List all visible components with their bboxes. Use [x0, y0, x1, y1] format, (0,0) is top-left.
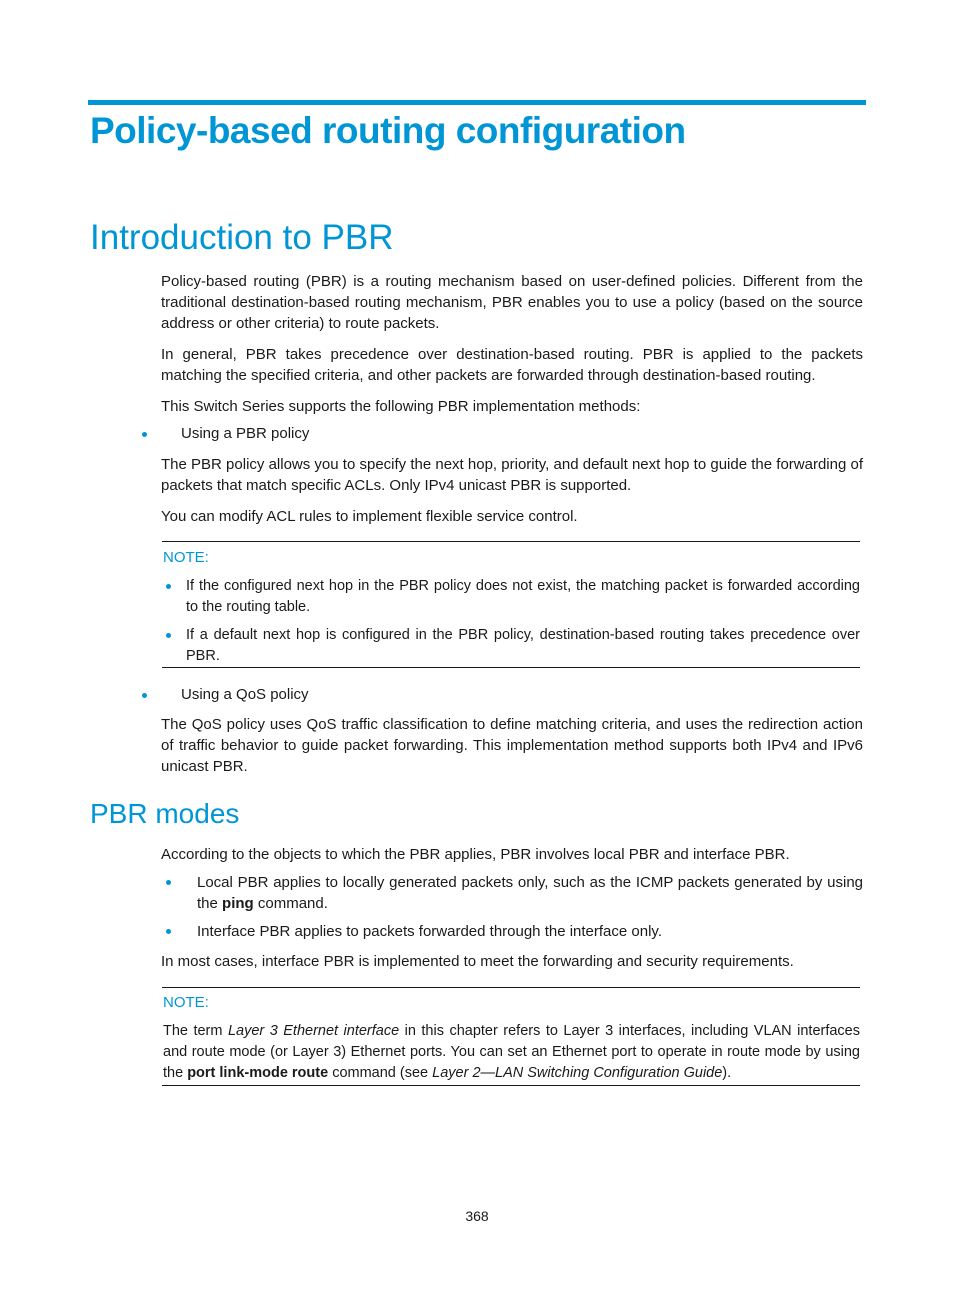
section-heading-modes: PBR modes [90, 798, 240, 829]
bullet-icon [166, 880, 171, 885]
chapter-title: Policy-based routing configuration [90, 110, 686, 151]
bullet-icon [142, 693, 147, 698]
intro-paragraph-1: Policy-based routing (PBR) is a routing mechanism based on user-defined policies. Different from the traditional destination-based routing mechanism, PBR enables you to use a policy (based on the source address or other criteria) to route packets. [161, 273, 863, 332]
note-text: The term Layer 3 Ethernet interface in this chapter refers to Layer 3 interfaces, including VLAN interfaces and route mode (or Layer 3) Ethernet ports. You can set an Ethernet port to operate in route mode by using the port link-mode route command (see Layer 2—LAN Switching Configuration Guide). [163, 1023, 860, 1081]
note-top-rule [162, 541, 860, 542]
section-heading-intro: Introduction to PBR [90, 218, 394, 257]
acl-rules-paragraph: You can modify ACL rules to implement flexible service control. [161, 508, 578, 525]
modes-paragraph-1: According to the objects to which the PBR applies, PBR involves local PBR and interface PBR. [161, 846, 790, 863]
bullet-icon [166, 584, 171, 589]
interface-pbr-item: Interface PBR applies to packets forwarded through the interface only. [197, 923, 662, 940]
intro-paragraph-2: In general, PBR takes precedence over destination-based routing. PBR is applied to the packets matching the specified criteria, and other packets are forwarded through destination-based routing. [161, 346, 863, 384]
note-label: NOTE: [163, 549, 209, 566]
note-label: NOTE: [163, 994, 209, 1011]
note-bottom-rule [162, 667, 860, 668]
ping-command: ping [222, 895, 254, 912]
bullet-icon [166, 929, 171, 934]
note-item: If the configured next hop in the PBR policy does not exist, the matching packet is forwarded according to the routing table. [186, 578, 860, 615]
chapter-title-rule [88, 100, 866, 105]
modes-paragraph-2: In most cases, interface PBR is implemented to meet the forwarding and security requirements. [161, 953, 794, 970]
local-pbr-item: Local PBR applies to locally generated packets only, such as the ICMP packets generated by using the ping command. [197, 874, 863, 912]
qos-policy-description: The QoS policy uses QoS traffic classification to define matching criteria, and uses the redirection action of traffic behavior to guide packet forwarding. This implementation method supports both IPv4 and IPv6 unicast PBR. [161, 716, 863, 775]
note-item: If a default next hop is configured in the PBR policy, destination-based routing takes precedence over PBR. [186, 627, 860, 664]
page-number: 368 [465, 1208, 489, 1224]
note-bottom-rule [162, 1085, 860, 1086]
intro-paragraph-3: This Switch Series supports the following PBR implementation methods: [161, 398, 641, 415]
note-top-rule [162, 987, 860, 988]
method-pbr-policy: Using a PBR policy [181, 425, 310, 442]
bullet-icon [166, 633, 171, 638]
method-qos-policy: Using a QoS policy [181, 686, 309, 703]
bullet-icon [142, 432, 147, 437]
pbr-policy-description: The PBR policy allows you to specify the next hop, priority, and default next hop to guide the forwarding of packets that match specific ACLs. Only IPv4 unicast PBR is supported. [161, 456, 863, 494]
